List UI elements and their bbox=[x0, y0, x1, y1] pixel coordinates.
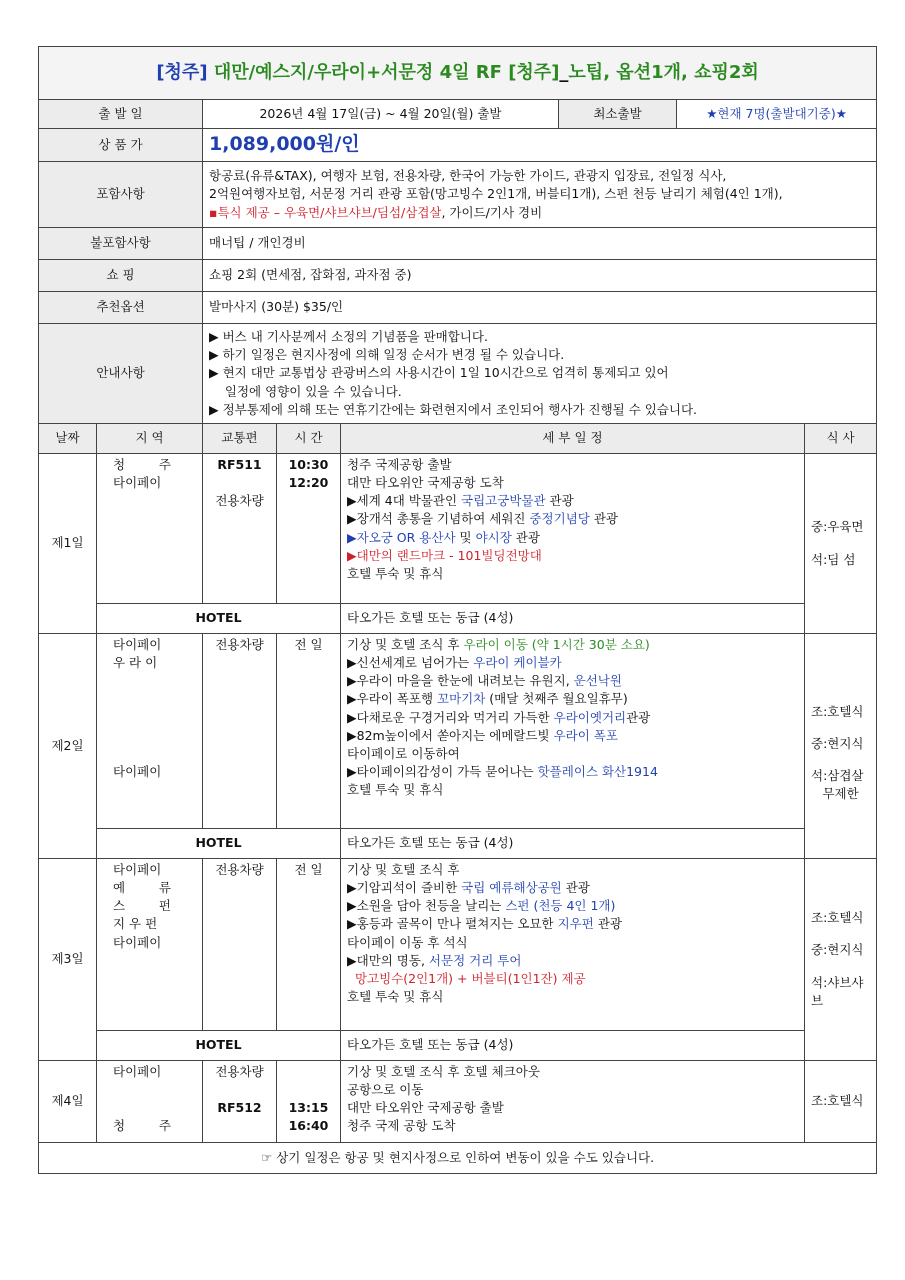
region-taipei: 타이페이 bbox=[113, 862, 162, 877]
detail-line: 청주 국제공항 출발 bbox=[347, 457, 452, 472]
day-3-label: 제3일 bbox=[39, 859, 97, 1061]
meal-breakfast: 조:호텔식 bbox=[811, 703, 864, 719]
col-region: 지 역 bbox=[97, 424, 203, 454]
excluded-label: 불포함사항 bbox=[39, 228, 203, 260]
text: ▶기암괴석이 즐비한 bbox=[347, 880, 462, 896]
highlight: 스펀 (천등 4인 1개) bbox=[505, 898, 616, 914]
text: ▶우라이 폭포행 bbox=[347, 691, 438, 707]
excluded-value: 매너팁 / 개인경비 bbox=[203, 228, 877, 260]
region-char: 예 bbox=[113, 880, 126, 896]
title-underscore: _ bbox=[559, 61, 569, 83]
itinerary-table bbox=[38, 46, 877, 1174]
text: 기상 및 호텔 조식 후 bbox=[347, 637, 464, 652]
text: 관광 bbox=[589, 511, 618, 527]
detail-line: 호텔 투숙 및 휴식 bbox=[347, 988, 444, 1004]
day-3-region bbox=[97, 859, 203, 1031]
detail-line bbox=[347, 529, 798, 547]
detail-line: ▶대만의 랜드마크 - 101빌딩전망대 bbox=[347, 547, 542, 563]
highlight: 우라이 이동 (약 1시간 30분 소요) bbox=[463, 637, 650, 652]
region-cheongju bbox=[113, 1117, 171, 1135]
shopping-label: 쇼 핑 bbox=[39, 260, 203, 292]
region-jiufen: 지 우 펀 bbox=[113, 916, 158, 932]
day-1-label: 제1일 bbox=[39, 454, 97, 634]
day-4-meals bbox=[805, 1061, 877, 1143]
day-2-transport: 전용차량 bbox=[203, 634, 277, 829]
meal-breakfast: 조:호텔식 bbox=[811, 1093, 864, 1109]
detail-line: 기상 및 호텔 조식 후 호텔 체크아웃 bbox=[347, 1064, 540, 1079]
title-tail: 노팁, 옵션1개, 쇼핑2회 bbox=[568, 61, 759, 83]
text: ▶세계 4대 박물관인 bbox=[347, 493, 462, 509]
detail-line: 기상 및 호텔 조식 후 bbox=[347, 862, 460, 877]
day-4-detail bbox=[341, 1061, 805, 1143]
option-label: 추천옵션 bbox=[39, 292, 203, 324]
detail-line bbox=[347, 492, 798, 510]
text: ▶타이페이의감성이 가득 묻어나는 bbox=[347, 763, 538, 779]
text: ▶우라이 마을을 한눈에 내려보는 유원지, bbox=[347, 673, 574, 689]
text: 관광 bbox=[545, 493, 574, 509]
detail-line: 호텔 투숙 및 휴식 bbox=[347, 782, 444, 797]
text: (매달 첫째주 월요일휴무) bbox=[485, 691, 628, 707]
detail-line bbox=[347, 915, 798, 933]
arrive-time: 12:20 bbox=[288, 475, 329, 491]
footer-note: ☞ 상기 일정은 항공 및 현지사정으로 인하여 변동이 있을 수도 있습니다. bbox=[39, 1143, 877, 1174]
highlight: 우라이 폭포 bbox=[553, 727, 618, 743]
highlight: 우라이 케이블카 bbox=[473, 655, 562, 671]
meal-dinner-note: 무제한 bbox=[822, 786, 859, 802]
vehicle: 전용차량 bbox=[215, 1064, 264, 1079]
day-4-region bbox=[97, 1061, 203, 1143]
region-char: 청 bbox=[113, 1118, 126, 1134]
page-title bbox=[39, 47, 877, 100]
detail-line bbox=[347, 636, 798, 654]
included-value bbox=[203, 162, 877, 228]
region-wulai: 우 라 이 bbox=[113, 655, 158, 671]
special-meal-note: ▪특식 제공 – 우육면/샤브샤브/딤섬/삼겹살 bbox=[209, 204, 442, 220]
title-origin: [청주] bbox=[156, 61, 208, 83]
depart-time: 10:30 bbox=[288, 457, 329, 472]
day-2-hotel-label: HOTEL bbox=[97, 829, 341, 859]
day-1-hotel-label: HOTEL bbox=[97, 604, 341, 634]
day-2-label: 제2일 bbox=[39, 634, 97, 859]
day-2-hotel-value: 타오가든 호텔 또는 동급 (4성) bbox=[341, 829, 805, 859]
highlight: 우라이옛거리 bbox=[553, 709, 627, 725]
included-label: 포함사항 bbox=[39, 162, 203, 228]
departure-value: 2026년 4월 17일(금) ~ 4월 20일(월) 출발 bbox=[203, 100, 559, 129]
meal-breakfast: 조:호텔식 bbox=[811, 910, 864, 926]
vehicle: 전용차량 bbox=[215, 493, 264, 509]
highlight: 서문정 거리 투어 bbox=[428, 952, 522, 968]
col-time: 시 간 bbox=[277, 424, 341, 454]
day-2-detail bbox=[341, 634, 805, 829]
depart-time: 13:15 bbox=[288, 1100, 329, 1116]
meal-lunch: 중:현지식 bbox=[811, 942, 864, 958]
region-taipei: 타이페이 bbox=[113, 763, 162, 779]
day-2-region bbox=[97, 634, 203, 829]
region-char: 펀 bbox=[158, 898, 171, 914]
itinerary-sheet bbox=[38, 46, 876, 1174]
detail-line bbox=[347, 690, 798, 708]
day-1-hotel-value: 타오가든 호텔 또는 동급 (4성) bbox=[341, 604, 805, 634]
flight-number: RF512 bbox=[217, 1100, 262, 1116]
highlight: 지우펀 bbox=[557, 916, 594, 932]
col-detail: 세 부 일 정 bbox=[341, 424, 805, 454]
text: ▶홍등과 골목이 만나 펼쳐지는 오묘한 bbox=[347, 916, 558, 932]
text: 관광 bbox=[593, 916, 622, 932]
highlight: 국립고궁박물관 bbox=[461, 493, 546, 509]
col-day: 날짜 bbox=[39, 424, 97, 454]
meal-dinner: 석:삼겹살 bbox=[811, 768, 864, 783]
included-line-3-rest: , 가이드/기사 경비 bbox=[441, 204, 543, 220]
arrive-time: 16:40 bbox=[288, 1118, 329, 1134]
detail-line bbox=[347, 510, 798, 528]
detail-line: 대만 타오위안 국제공항 도착 bbox=[347, 475, 504, 491]
meal-dinner: 석:샤브샤브 bbox=[811, 974, 864, 1008]
highlight: 중정기념당 bbox=[529, 511, 590, 527]
col-meal: 식 사 bbox=[805, 424, 877, 454]
region-taipei: 타이페이 bbox=[113, 637, 162, 652]
day-4-time bbox=[277, 1061, 341, 1143]
meal-lunch: 중:우육면 bbox=[811, 519, 864, 535]
highlight: 운선낙원 bbox=[573, 673, 622, 689]
detail-line: 타이페이로 이동하여 bbox=[347, 745, 460, 761]
day-3-transport: 전용차량 bbox=[203, 859, 277, 1031]
day-3-meals bbox=[805, 859, 877, 1061]
region-char: 청 bbox=[113, 457, 126, 472]
day-1-detail bbox=[341, 454, 805, 604]
detail-line: 청주 국제 공항 도착 bbox=[347, 1118, 456, 1134]
day-1-time bbox=[277, 454, 341, 604]
region-char: 스 bbox=[113, 898, 126, 914]
region-taipei: 타이페이 bbox=[113, 475, 162, 491]
detail-line bbox=[347, 897, 798, 915]
region-shifen bbox=[113, 897, 171, 915]
highlight: 핫플레이스 화산1914 bbox=[537, 763, 658, 779]
text: 관광 bbox=[626, 709, 651, 725]
text: ▶82m높이에서 쏟아지는 에메랄드빛 bbox=[347, 727, 554, 743]
text: 및 bbox=[455, 529, 476, 545]
notice-item: ▶ 버스 내 기사분께서 소정의 기념품을 판매합니다. bbox=[209, 329, 488, 345]
highlight: 야시장 bbox=[475, 529, 512, 545]
detail-line: 호텔 투숙 및 휴식 bbox=[347, 565, 444, 581]
notice-label: 안내사항 bbox=[39, 324, 203, 424]
title-origin-2: [청주] bbox=[508, 61, 560, 83]
notice-item: 일정에 영향이 있을 수 있습니다. bbox=[209, 383, 402, 399]
text: 관광 bbox=[561, 880, 590, 896]
day-4-transport bbox=[203, 1061, 277, 1143]
text: ▶소원을 담아 천등을 날리는 bbox=[347, 898, 506, 914]
notice-item: ▶ 하기 일정은 현지사정에 의해 일정 순서가 변경 될 수 있습니다. bbox=[209, 347, 565, 363]
col-transport: 교통편 bbox=[203, 424, 277, 454]
included-line-1: 항공료(유류&TAX), 여행자 보험, 전용차량, 한국어 가능한 가이드, 관광지 입장료, 전일정 식사, bbox=[209, 168, 727, 184]
day-3-hotel-label: HOTEL bbox=[97, 1031, 341, 1061]
shopping-value: 쇼핑 2회 (면세점, 잡화점, 과자점 중) bbox=[203, 260, 877, 292]
day-3-detail bbox=[341, 859, 805, 1031]
notice-list bbox=[203, 324, 877, 424]
region-char: 류 bbox=[158, 880, 171, 896]
day-4-label: 제4일 bbox=[39, 1061, 97, 1143]
flight-number: RF511 bbox=[217, 457, 262, 472]
detail-line: 망고빙수(2인1개) + 버블티(1인1잔) 제공 bbox=[347, 970, 586, 986]
text: ▶다채로운 구경거리와 먹거리 가득한 bbox=[347, 709, 554, 725]
region-char: 주 bbox=[158, 457, 171, 472]
detail-line bbox=[347, 763, 798, 781]
detail-line bbox=[347, 952, 798, 970]
departure-label: 출 발 일 bbox=[39, 100, 203, 129]
text: 관광 bbox=[511, 529, 540, 545]
region-taipei: 타이페이 bbox=[113, 1064, 162, 1079]
price-value: 1,089,000원/인 bbox=[203, 129, 877, 162]
day-3-hotel-value: 타오가든 호텔 또는 동급 (4성) bbox=[341, 1031, 805, 1061]
detail-line bbox=[347, 709, 798, 727]
meal-dinner: 석:딤 섬 bbox=[811, 551, 856, 567]
region-char: 주 bbox=[158, 1118, 171, 1134]
detail-line: 공항으로 이동 bbox=[347, 1082, 424, 1098]
included-line-3 bbox=[209, 204, 870, 222]
included-line-2: 2억원여행자보험, 서문정 거리 관광 포함(망고빙수 2인1개, 버블티1개), 스펀 천등 날리기 체험(4인 1개), bbox=[209, 186, 783, 202]
day-1-meals bbox=[805, 454, 877, 634]
notice-item: ▶ 현지 대만 교통법상 관광버스의 사용시간이 1일 10시간으로 엄격히 통제되고 있어 bbox=[209, 365, 669, 381]
day-1-transport bbox=[203, 454, 277, 604]
detail-line bbox=[347, 879, 798, 897]
detail-line: 타이페이 이동 후 석식 bbox=[347, 934, 468, 950]
detail-line bbox=[347, 727, 798, 745]
highlight: 꼬마기차 bbox=[437, 691, 486, 707]
highlight: ▶자오궁 OR 용산사 bbox=[347, 529, 456, 545]
detail-line bbox=[347, 672, 798, 690]
day-2-time: 전 일 bbox=[277, 634, 341, 829]
price-label: 상 품 가 bbox=[39, 129, 203, 162]
highlight: 국립 예류해상공원 bbox=[461, 880, 562, 896]
text: ▶대만의 명동, bbox=[347, 952, 429, 968]
text: ▶장개석 총통을 기념하여 세워진 bbox=[347, 511, 530, 527]
day-3-time: 전 일 bbox=[277, 859, 341, 1031]
meal-lunch: 중:현지식 bbox=[811, 735, 864, 751]
min-departure-label: 최소출발 bbox=[559, 100, 677, 129]
day-2-meals bbox=[805, 634, 877, 859]
region-yehliu bbox=[113, 879, 171, 897]
notice-item: ▶ 정부통제에 의해 또는 연휴기간에는 화련현지에서 조인되어 행사가 진행될 수 있습니다. bbox=[209, 401, 698, 417]
detail-line bbox=[347, 654, 798, 672]
region-cheongju bbox=[113, 456, 171, 474]
min-departure-value: ★현재 7명(출발대기중)★ bbox=[677, 100, 877, 129]
region-taipei: 타이페이 bbox=[113, 934, 162, 950]
option-value: 발마사지 (30분) $35/인 bbox=[203, 292, 877, 324]
text: ▶신선세계로 넘어가는 bbox=[347, 655, 474, 671]
detail-line: 대만 타오위안 국제공항 출발 bbox=[347, 1100, 504, 1116]
day-1-region bbox=[97, 454, 203, 604]
title-main: 대만/예스지/우라이+서문정 4일 RF bbox=[207, 61, 509, 83]
